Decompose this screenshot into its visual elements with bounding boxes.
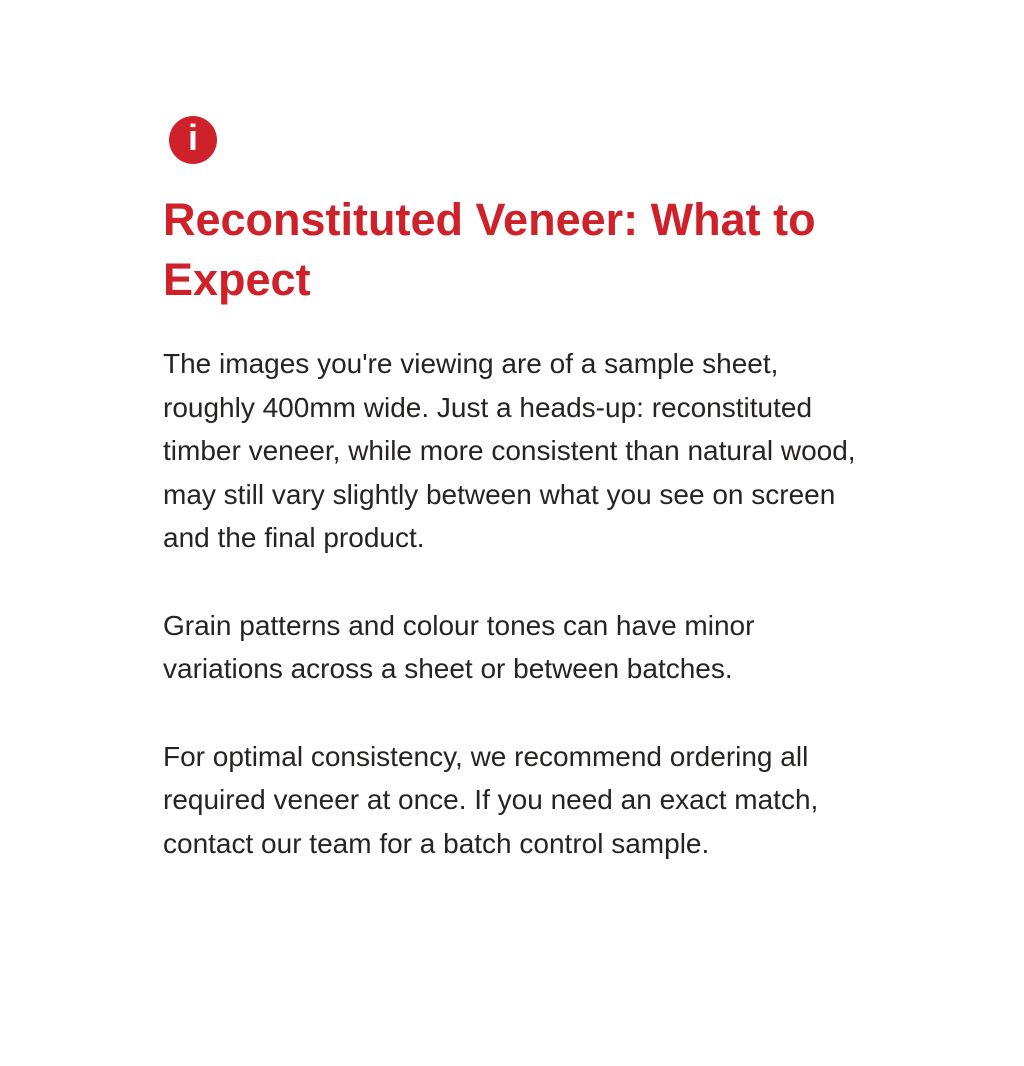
text-column — [163, 116, 856, 865]
info-icon-glyph: i — [187, 117, 198, 158]
info-icon — [169, 116, 217, 164]
paragraph-sample-sheet: The images you're viewing are of a sample sheet, roughly 400mm wide. Just a heads-up: reconstituted timber veneer, while more consistent than natural wood, may still vary slightly between what you see on screen and the final product. — [163, 348, 856, 553]
section-heading: Reconstituted Veneer: What to Expect — [163, 194, 816, 305]
paragraph-grain-variation: Grain patterns and colour tones can have minor variations across a sheet or between batches. — [163, 609, 755, 684]
paragraph-ordering-advice: For optimal consistency, we recommend ordering all required veneer at once. If you need an exact match, contact our team for a batch control sample. — [163, 740, 819, 859]
